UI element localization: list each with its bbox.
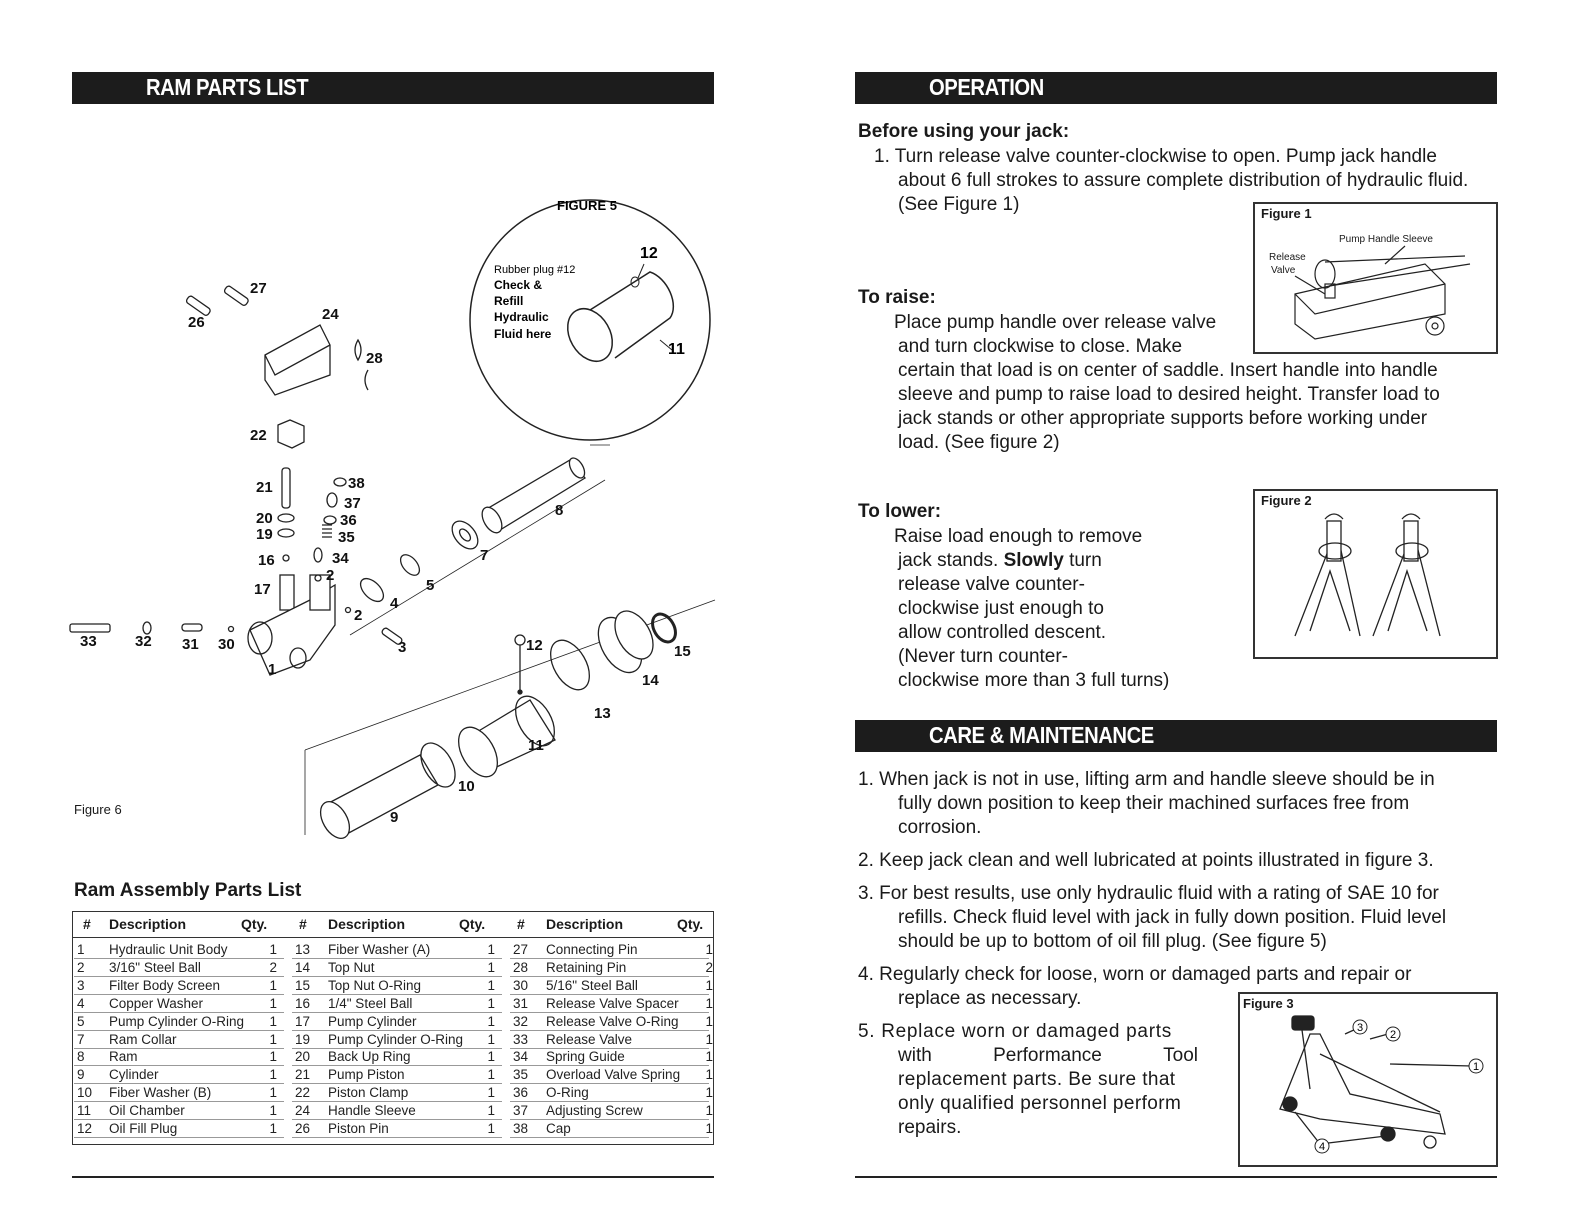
callout-16: 16 — [258, 552, 275, 569]
part-number: 36 — [513, 1085, 529, 1101]
row-underline — [510, 994, 709, 995]
part-qty: 1 — [705, 1085, 713, 1101]
part-qty: 1 — [269, 1031, 277, 1047]
part-qty: 1 — [269, 1103, 277, 1119]
part-qty: 1 — [487, 1049, 495, 1065]
before-title: Before using your jack: — [858, 121, 1070, 142]
care-item-2-line-1: 2. Keep jack clean and well lubricated at points illustrated in figure 3. — [858, 850, 1434, 871]
table-row — [73, 1014, 713, 1031]
part-number: 14 — [295, 959, 311, 975]
part-description: Top Nut O-Ring — [328, 977, 422, 993]
figure2-caption: Figure 2 — [1261, 493, 1312, 508]
care-item-5-line-5: repairs. — [898, 1117, 962, 1138]
part-description: 5/16" Steel Ball — [546, 977, 638, 993]
part-number: 30 — [513, 977, 529, 993]
th-desc-2: Description — [328, 916, 406, 932]
row-underline — [74, 976, 284, 977]
part-qty: 1 — [705, 942, 713, 957]
figure3-marker-2: 2 — [1389, 1029, 1397, 1041]
callout-34: 34 — [332, 550, 349, 567]
part-qty: 1 — [269, 942, 277, 957]
row-underline — [292, 1012, 502, 1013]
lower-line-5: allow controlled descent. — [898, 622, 1107, 643]
exploded-callouts — [80, 280, 691, 826]
lower-line-2-end: turn — [1063, 550, 1102, 571]
callout-35: 35 — [338, 529, 355, 546]
figure3-caption: Figure 3 — [1243, 996, 1294, 1011]
lower-line-2-start: jack stands. — [898, 550, 999, 571]
table-row — [73, 960, 713, 977]
figure1-label-valve: Valve — [1271, 265, 1296, 276]
part-number: 15 — [295, 977, 311, 993]
part-qty: 1 — [487, 995, 495, 1011]
figure1-label-sleeve: Pump Handle Sleeve — [1339, 234, 1433, 245]
part-qty: 1 — [705, 995, 713, 1011]
part-description: Spring Guide — [546, 1049, 625, 1065]
part-description: Back Up Ring — [328, 1049, 411, 1065]
th-desc-3: Description — [546, 916, 624, 932]
part-description: Pump Cylinder O-Ring — [109, 1013, 245, 1029]
row-underline — [510, 1065, 709, 1066]
part-number: 34 — [513, 1049, 529, 1065]
part-description: Handle Sleeve — [328, 1103, 416, 1119]
part-number: 5 — [77, 1013, 85, 1029]
figure5-num-12: 12 — [640, 245, 658, 262]
part-number: 1 — [77, 942, 85, 957]
care-item-5-word-tool: Tool — [1163, 1045, 1198, 1066]
part-description: Fiber Washer (B) — [109, 1085, 212, 1101]
part-number: 27 — [513, 942, 529, 957]
figure5-check-line-1: Check & — [494, 278, 543, 292]
part-number: 11 — [77, 1103, 92, 1119]
care-header: CARE & MAINTENANCE — [929, 722, 1154, 748]
row-underline — [74, 1083, 284, 1084]
part-description: Ram — [109, 1049, 138, 1065]
part-description: 3/16" Steel Ball — [109, 959, 201, 975]
part-description: Release Valve O-Ring — [546, 1013, 679, 1029]
part-description: Copper Washer — [109, 995, 204, 1011]
part-description: Adjusting Screw — [546, 1103, 643, 1119]
row-underline — [74, 1137, 284, 1138]
raise-title: To raise: — [858, 287, 936, 308]
table-row — [73, 1067, 713, 1084]
care-item-1-line-1: 1. When jack is not in use, lifting arm and handle sleeve should be in — [858, 769, 1435, 790]
ram-exploded-diagram — [60, 180, 720, 850]
figure5-num-11: 11 — [668, 341, 685, 358]
row-underline — [510, 958, 709, 959]
callout-14: 14 — [642, 672, 659, 689]
part-qty: 1 — [487, 1013, 495, 1029]
callout-1: 1 — [268, 661, 277, 678]
row-underline — [74, 958, 284, 959]
figure5-inset — [470, 198, 710, 440]
row-underline — [74, 1012, 284, 1013]
part-description: Top Nut — [328, 959, 375, 975]
part-number: 3 — [77, 977, 85, 993]
part-description: Oil Fill Plug — [109, 1121, 178, 1136]
row-underline — [74, 1101, 284, 1102]
lower-line-2 — [898, 549, 1102, 573]
part-description: Fiber Washer (A) — [328, 942, 431, 957]
part-qty: 2 — [269, 959, 277, 975]
callout-38: 38 — [348, 475, 365, 492]
part-number: 35 — [513, 1067, 529, 1083]
row-underline — [74, 1119, 284, 1120]
part-description: Hydraulic Unit Body — [109, 942, 228, 957]
callout-12: 12 — [526, 637, 543, 654]
table-row — [73, 1049, 713, 1066]
row-underline — [292, 1119, 502, 1120]
part-qty: 1 — [269, 977, 277, 993]
row-underline — [510, 1012, 709, 1013]
callout-28: 28 — [366, 350, 383, 367]
callout-26: 26 — [188, 314, 205, 331]
parts-table-header-row — [73, 912, 713, 938]
row-underline — [292, 1137, 502, 1138]
care-item-1-line-3: corrosion. — [898, 817, 982, 838]
row-underline — [292, 1030, 502, 1031]
table-row — [73, 1103, 713, 1120]
table-row — [73, 1032, 713, 1049]
figure3-floor-jack-drawing — [1240, 994, 1496, 1165]
part-qty: 1 — [487, 977, 495, 993]
part-qty: 1 — [269, 1121, 277, 1136]
figure3-marker-3: 3 — [1356, 1022, 1364, 1034]
raise-line-5: jack stands or other appropriate supports before working under — [898, 408, 1428, 429]
figure6-caption: Figure 6 — [74, 802, 122, 817]
row-underline — [292, 1048, 502, 1049]
row-underline — [510, 1083, 709, 1084]
part-qty: 1 — [487, 1031, 495, 1047]
part-qty: 1 — [487, 942, 495, 957]
table-row — [73, 996, 713, 1013]
operation-header-bar — [855, 72, 1497, 104]
part-number: 33 — [513, 1031, 529, 1047]
part-description: Overload Valve Spring — [546, 1067, 681, 1083]
row-underline — [292, 1083, 502, 1084]
row-underline — [292, 1065, 502, 1066]
part-number: 2 — [77, 959, 85, 975]
part-qty: 1 — [487, 1067, 495, 1083]
care-item-4-line-2: replace as necessary. — [898, 988, 1082, 1009]
callout-9: 9 — [390, 809, 399, 826]
callout-5: 5 — [426, 577, 435, 594]
row-underline — [510, 1119, 709, 1120]
left-footer-rule — [72, 1176, 714, 1178]
part-qty: 1 — [705, 1121, 713, 1136]
callout-19: 19 — [256, 526, 273, 543]
table-row — [73, 1085, 713, 1102]
part-number: 12 — [77, 1121, 93, 1136]
part-qty: 1 — [705, 1067, 713, 1083]
care-item-5-line-1: 5. Replace worn or damaged parts — [858, 1021, 1172, 1042]
part-number: 19 — [295, 1031, 311, 1047]
part-qty: 1 — [269, 1013, 277, 1029]
th-qty-3: Qty. — [677, 916, 704, 932]
callout-7: 7 — [480, 547, 489, 564]
part-qty: 1 — [705, 1103, 713, 1119]
part-description: Pump Piston — [328, 1067, 405, 1083]
row-underline — [292, 976, 502, 977]
raise-line-1: Place pump handle over release valve — [894, 312, 1217, 333]
part-qty: 1 — [269, 1049, 277, 1065]
care-header-bar — [855, 720, 1497, 752]
part-qty: 1 — [269, 1085, 277, 1101]
part-number: 10 — [77, 1085, 93, 1101]
part-qty: 1 — [269, 1067, 277, 1083]
part-qty: 1 — [705, 1049, 713, 1065]
part-number: 17 — [295, 1013, 311, 1029]
raise-line-6: load. (See figure 2) — [898, 432, 1060, 453]
part-description: Connecting Pin — [546, 942, 638, 957]
part-qty: 1 — [269, 995, 277, 1011]
callout-2a: 2 — [326, 567, 335, 584]
th-num-1: # — [83, 916, 91, 932]
part-description: Pump Cylinder — [328, 1013, 417, 1029]
before-step-cont2: (See Figure 1) — [898, 194, 1020, 215]
lower-line-4: clockwise just enough to — [898, 598, 1104, 619]
figure5-check-line-2: Refill — [494, 294, 524, 308]
part-description: Piston Clamp — [328, 1085, 409, 1101]
callout-30: 30 — [218, 636, 235, 653]
part-qty: 1 — [487, 959, 495, 975]
part-number: 24 — [295, 1103, 311, 1119]
part-description: Cap — [546, 1121, 571, 1136]
care-item-3-line-3: should be up to bottom of oil fill plug. (See figure 5) — [898, 931, 1327, 952]
callout-11: 11 — [528, 737, 544, 754]
part-qty: 1 — [705, 1013, 713, 1029]
part-number: 26 — [295, 1121, 311, 1136]
part-number: 28 — [513, 959, 529, 975]
right-footer-rule — [855, 1176, 1497, 1178]
callout-36: 36 — [340, 512, 357, 529]
row-underline — [292, 958, 502, 959]
part-number: 21 — [295, 1067, 311, 1083]
lower-line-3: release valve counter- — [898, 574, 1085, 595]
raise-line-3: certain that load is on center of saddle. Insert handle into handle — [898, 360, 1438, 381]
th-num-3: # — [517, 916, 525, 932]
part-description: Oil Chamber — [109, 1103, 185, 1119]
part-number: 13 — [295, 942, 311, 957]
parts-drawing — [70, 285, 715, 843]
figure5-check-line-3: Hydraulic — [494, 310, 549, 324]
table-row — [73, 1121, 713, 1138]
lower-line-2-bold: Slowly — [1003, 550, 1064, 571]
part-description: Retaining Pin — [546, 959, 627, 975]
part-number: 31 — [513, 995, 529, 1011]
row-underline — [292, 994, 502, 995]
part-description: Release Valve Spacer — [546, 995, 679, 1011]
row-underline — [74, 1030, 284, 1031]
part-description: Release Valve — [546, 1031, 633, 1047]
lower-line-6: (Never turn counter- — [898, 646, 1069, 667]
parts-table-frame — [72, 911, 714, 1145]
part-description: Piston Pin — [328, 1121, 389, 1136]
callout-3: 3 — [398, 639, 407, 656]
row-underline — [74, 1065, 284, 1066]
figure1-box — [1253, 202, 1498, 354]
operation-header: OPERATION — [929, 74, 1044, 100]
th-desc-1: Description — [109, 916, 187, 932]
ram-parts-header: RAM PARTS LIST — [146, 74, 309, 100]
part-description: Pump Cylinder O-Ring — [328, 1031, 464, 1047]
callout-24: 24 — [322, 306, 339, 323]
callout-37: 37 — [344, 495, 361, 512]
lower-line-7: clockwise more than 3 full turns) — [898, 670, 1170, 691]
row-underline — [510, 1137, 709, 1138]
callout-21: 21 — [256, 479, 273, 496]
row-underline — [510, 976, 709, 977]
part-description: Cylinder — [109, 1067, 159, 1083]
lower-title: To lower: — [858, 501, 942, 522]
part-description: Ram Collar — [109, 1031, 177, 1047]
callout-33: 33 — [80, 633, 97, 650]
part-number: 16 — [295, 995, 311, 1011]
part-qty: 1 — [487, 1121, 495, 1136]
row-underline — [510, 1048, 709, 1049]
care-item-1-line-2: fully down position to keep their machined surfaces free from — [898, 793, 1410, 814]
care-item-3-line-2: refills. Check fluid level with jack in fully down position. Fluid level — [898, 907, 1447, 928]
raise-line-4: sleeve and pump to raise load to desired height. Transfer load to — [898, 384, 1440, 405]
care-item-4-line-1: 4. Regularly check for loose, worn or damaged parts and repair or — [858, 964, 1412, 985]
parts-list-title: Ram Assembly Parts List — [74, 880, 302, 901]
raise-line-2: and turn clockwise to close. Make — [898, 336, 1183, 357]
part-number: 37 — [513, 1103, 529, 1119]
before-step: 1. Turn release valve counter-clockwise to open. Pump jack handle — [874, 146, 1437, 167]
callout-31: 31 — [182, 636, 199, 653]
part-number: 8 — [77, 1049, 85, 1065]
part-number: 32 — [513, 1013, 529, 1029]
figure5-rubber-plug: Rubber plug #12 — [494, 264, 576, 276]
figure1-label-release: Release — [1269, 252, 1306, 263]
row-underline — [510, 1101, 709, 1102]
ram-parts-header-bar — [72, 72, 714, 104]
figure3-marker-1: 1 — [1472, 1061, 1480, 1073]
table-row — [73, 942, 713, 959]
figure5-title: FIGURE 5 — [557, 198, 617, 213]
callout-10: 10 — [458, 778, 475, 795]
th-num-2: # — [299, 916, 307, 932]
callout-20: 20 — [256, 510, 273, 527]
care-item-5-line-2 — [898, 1044, 1198, 1068]
figure1-jack-drawing — [1255, 204, 1496, 352]
figure3-box — [1238, 992, 1498, 1167]
lower-line-1: Raise load enough to remove — [894, 526, 1143, 547]
row-underline — [74, 994, 284, 995]
callout-22: 22 — [250, 427, 267, 444]
before-step-cont1: about 6 full strokes to assure complete distribution of hydraulic fluid. — [898, 170, 1469, 191]
callout-2b: 2 — [354, 607, 363, 624]
part-number: 7 — [77, 1031, 85, 1047]
part-qty: 1 — [705, 1031, 713, 1047]
care-item-5-line-4: only qualified personnel perform — [898, 1093, 1182, 1114]
part-description: 1/4" Steel Ball — [328, 995, 413, 1011]
part-qty: 1 — [705, 977, 713, 993]
row-underline — [510, 1030, 709, 1031]
care-item-5-word-with: with — [898, 1045, 932, 1066]
care-item-5-line-3: replacement parts. Be sure that — [898, 1069, 1176, 1090]
part-number: 20 — [295, 1049, 311, 1065]
part-description: O-Ring — [546, 1085, 589, 1101]
figure1-caption: Figure 1 — [1261, 206, 1312, 221]
part-number: 38 — [513, 1121, 529, 1136]
part-number: 4 — [77, 995, 85, 1011]
table-row — [73, 978, 713, 995]
part-qty: 1 — [487, 1103, 495, 1119]
callout-15: 15 — [674, 643, 691, 660]
part-qty: 2 — [705, 959, 713, 975]
callout-8: 8 — [555, 502, 564, 519]
th-qty-1: Qty. — [241, 916, 268, 932]
part-number: 22 — [295, 1085, 311, 1101]
row-underline — [74, 1048, 284, 1049]
callout-27: 27 — [250, 280, 267, 297]
figure2-jack-stands-drawing — [1255, 491, 1496, 657]
care-item-5-word-performance: Performance — [993, 1045, 1102, 1066]
callout-4: 4 — [390, 595, 399, 612]
callout-32: 32 — [135, 633, 152, 650]
care-item-3-line-1: 3. For best results, use only hydraulic fluid with a rating of SAE 10 for — [858, 883, 1439, 904]
callout-17: 17 — [254, 581, 271, 598]
part-description: Filter Body Screen — [109, 977, 221, 993]
figure5-check-line-4: Fluid here — [494, 327, 552, 341]
figure3-marker-4: 4 — [1318, 1141, 1326, 1153]
figure2-box — [1253, 489, 1498, 659]
th-qty-2: Qty. — [459, 916, 486, 932]
part-qty: 1 — [487, 1085, 495, 1101]
row-underline — [292, 1101, 502, 1102]
callout-13: 13 — [594, 705, 611, 722]
part-number: 9 — [77, 1067, 85, 1083]
